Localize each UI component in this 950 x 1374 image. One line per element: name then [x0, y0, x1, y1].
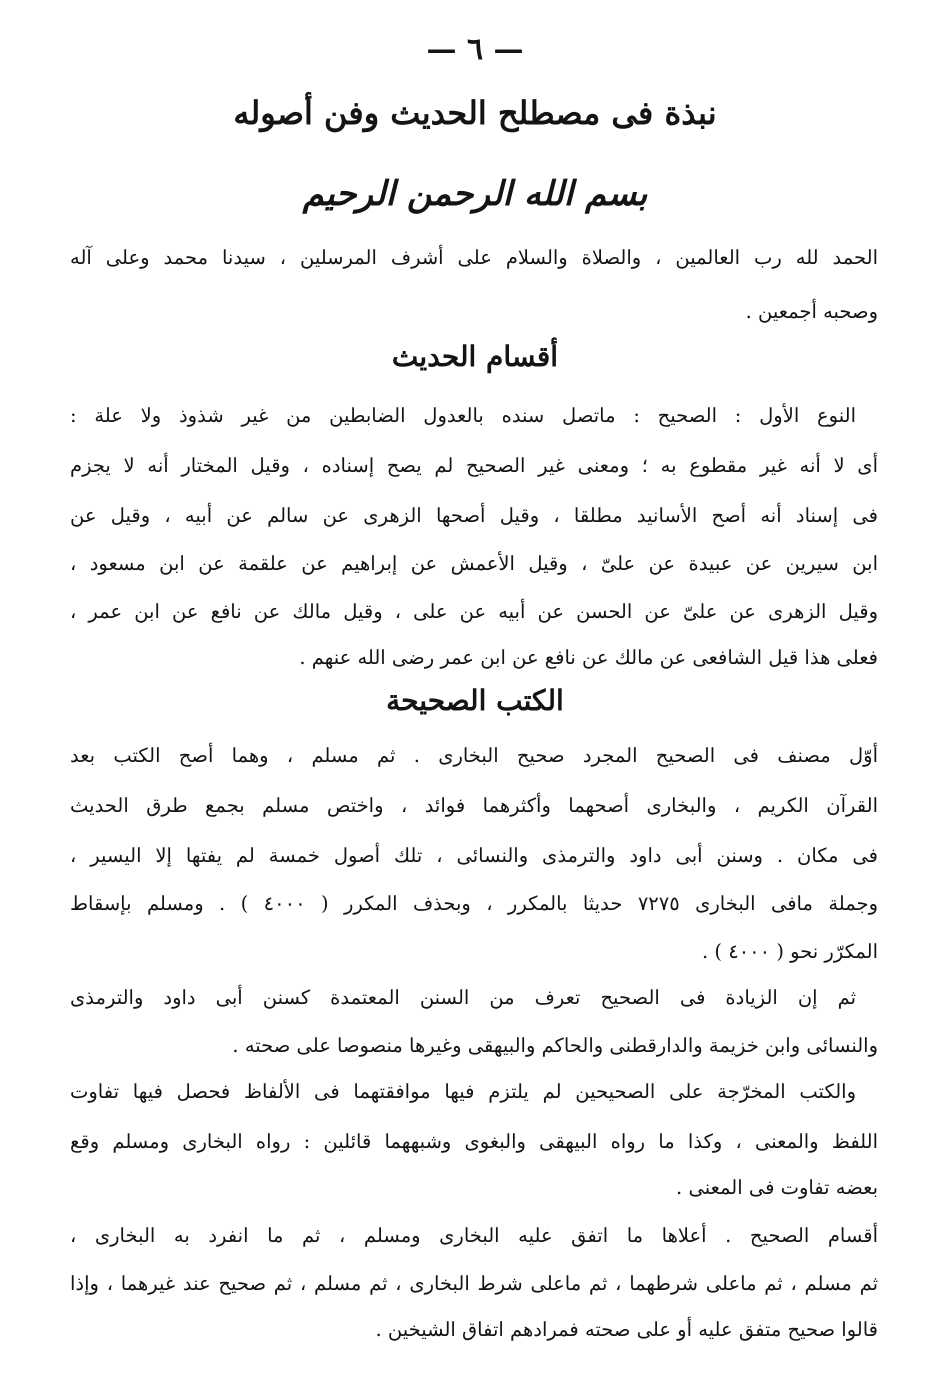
paragraph-line: والنسائى وابن خزيمة والدارقطنى والحاكم والبيهقى وغيرها منصوصا على صحته .: [232, 1034, 878, 1057]
paragraph-line: أى لا أنه غير مقطوع به ؛ ومعنى غير الصحيح لم يصح إسناده ، وقيل المختار أنه لا يجزم: [70, 454, 878, 477]
paragraph-line: بعضه تفاوت فى المعنى .: [676, 1176, 878, 1199]
paragraph-line: ثم مسلم ، ثم ماعلى شرطهما ، ثم ماعلى شرط البخارى ، ثم مسلم ، ثم صحيح عند غيرهما ، وإذا: [70, 1272, 878, 1295]
paragraph-line: المكرّر نحو ( ٤٠٠٠ ) .: [702, 940, 878, 963]
section-heading-sahih-books: الكتب الصحيحة: [386, 684, 564, 717]
page-number: — ٦ —: [426, 32, 524, 67]
paragraph-line: والكتب المخرّجة على الصحيحين لم يلتزم فيها موافقتهما فى الألفاظ فحصل فيها تفاوت: [70, 1080, 856, 1103]
paragraph-line: فى مكان . وسنن أبى داود والترمذى والنسائى ، تلك أصول خمسة لم يفتها إلا اليسير ،: [70, 844, 878, 867]
intro-line: وصحبه أجمعين .: [745, 300, 878, 323]
basmala-calligraphy: بسم الله الرحمن الرحيم: [302, 174, 648, 214]
paragraph-line: قالوا صحيح متفق عليه أو على صحته فمرادهم اتفاق الشيخين .: [375, 1318, 878, 1341]
paragraph-line: النوع الأول : الصحيح : ماتصل سنده بالعدول الضابطين من غير شذوذ ولا علة :: [70, 404, 856, 427]
section-heading-hadith-types: أقسام الحديث: [391, 340, 559, 373]
paragraph-line: وجملة مافى البخارى ٧٢٧٥ حديثا بالمكرر ، وبحذف المكرر ( ٤٠٠٠ ) . ومسلم بإسقاط: [70, 892, 878, 915]
paragraph-line: فى إسناد أنه أصح الأسانيد مطلقا ، وقيل أصحها الزهرى عن سالم عن أبيه ، وقيل عن: [70, 504, 878, 527]
paragraph-line: أوّل مصنف فى الصحيح المجرد صحيح البخارى . ثم مسلم ، وهما أصح الكتب بعد: [70, 744, 878, 767]
paragraph-line: ابن سيرين عن عبيدة عن علىّ ، وقيل الأعمش عن إبراهيم عن علقمة عن ابن مسعود ،: [70, 552, 878, 575]
paragraph-line: وقيل الزهرى عن علىّ عن الحسن عن أبيه عن على ، وقيل مالك عن نافع عن ابن عمر ،: [70, 600, 878, 623]
paragraph-line: القرآن الكريم ، والبخارى أصحهما وأكثرهما فوائد ، واختص مسلم بجمع طرق الحديث: [70, 794, 878, 817]
intro-line: الحمد لله رب العالمين ، والصلاة والسلام على أشرف المرسلين ، سيدنا محمد وعلى آله: [70, 246, 878, 269]
paragraph-line: فعلى هذا قيل الشافعى عن مالك عن نافع عن ابن عمر رضى الله عنهم .: [299, 646, 878, 669]
page-title: نبذة فى مصطلح الحديث وفن أصوله: [233, 94, 717, 132]
paragraph-line: ثم إن الزيادة فى الصحيح تعرف من السنن المعتمدة كسنن أبى داود والترمذى: [70, 986, 856, 1009]
paragraph-line: أقسام الصحيح . أعلاها ما اتفق عليه البخارى ومسلم ، ثم ما انفرد به البخارى ،: [70, 1224, 878, 1247]
paragraph-line: اللفظ والمعنى ، وكذا ما رواه البيهقى والبغوى وشبههما قائلين : رواه البخارى ومسلم وقع: [70, 1130, 878, 1153]
